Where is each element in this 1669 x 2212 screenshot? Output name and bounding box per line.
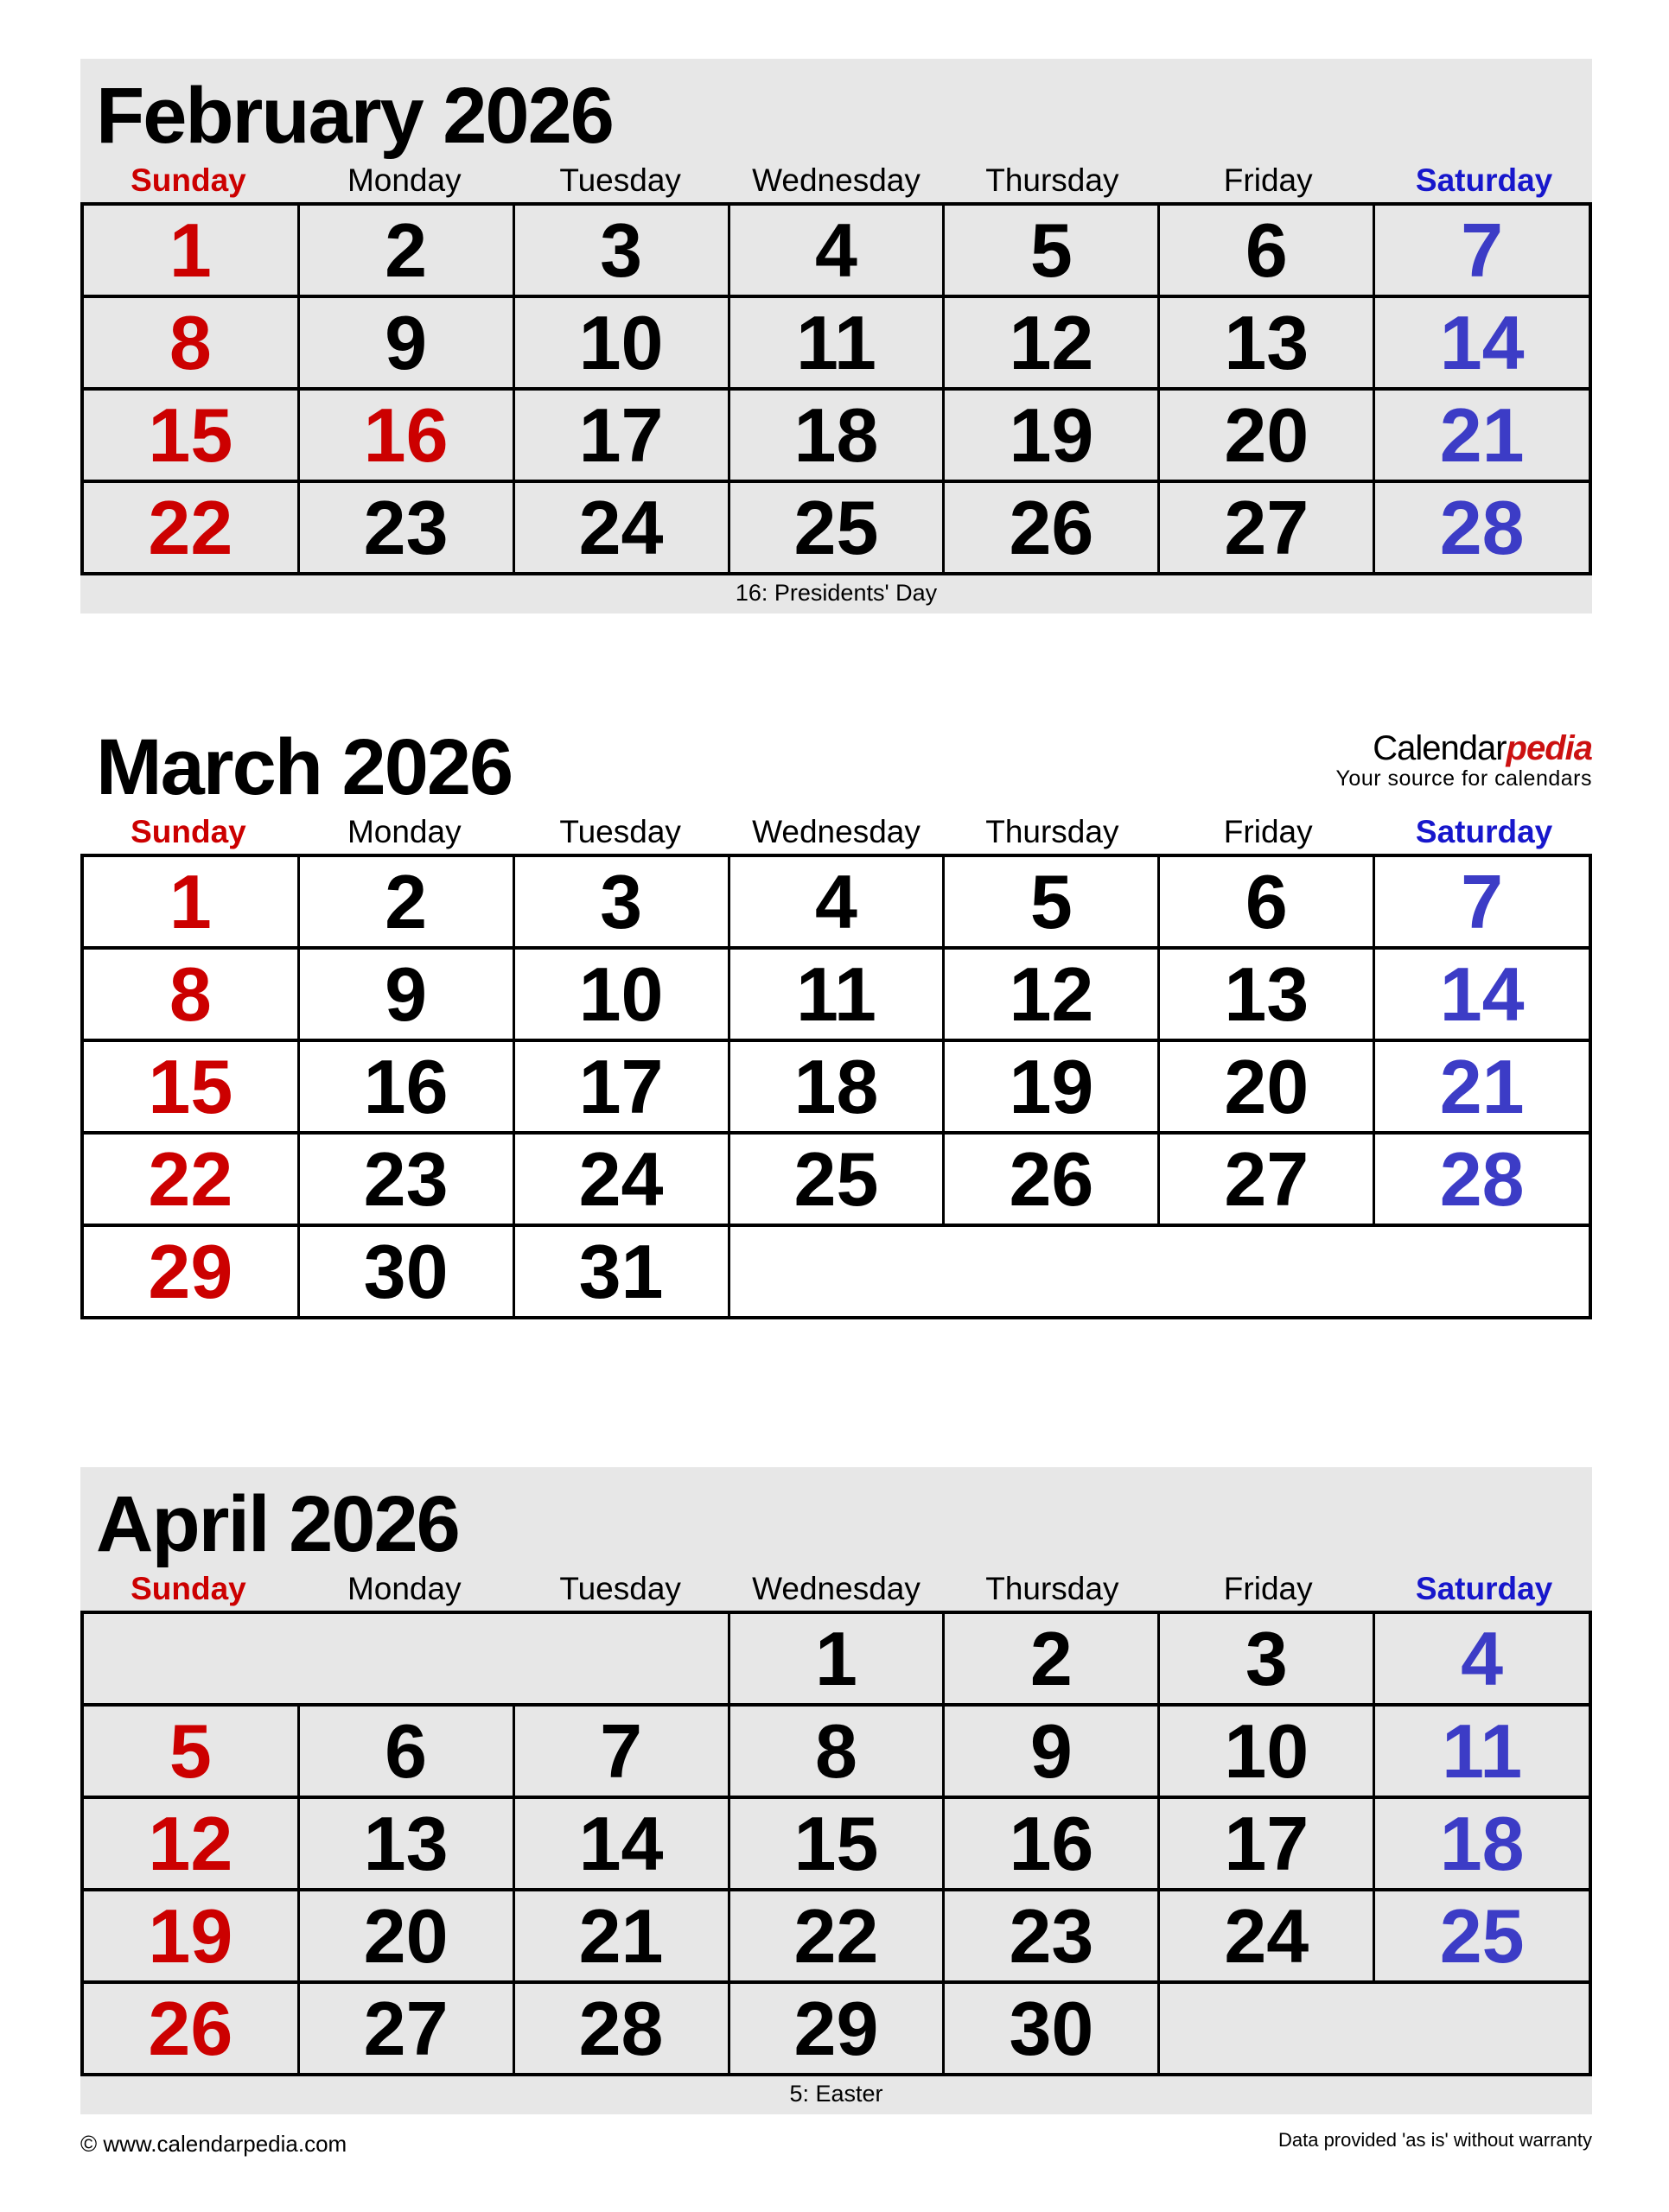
day-cell-6: 6 <box>1159 204 1374 296</box>
day-header-row <box>80 814 1592 854</box>
day-cell-24: 24 <box>513 481 729 574</box>
day-cell-12: 12 <box>944 948 1159 1040</box>
day-header-saturday: Saturday <box>1415 814 1553 849</box>
week-row <box>82 855 1590 948</box>
day-header-row <box>80 1571 1592 1611</box>
day-cell-12: 12 <box>944 296 1159 389</box>
day-cell-20: 20 <box>1159 389 1374 481</box>
day-cell-25: 25 <box>729 481 944 574</box>
day-cell-14: 14 <box>513 1797 729 1890</box>
day-cell-7: 7 <box>1374 204 1590 296</box>
day-header-sunday: Sunday <box>131 1571 246 1606</box>
day-cell-18: 18 <box>1374 1797 1590 1890</box>
day-header-saturday: Saturday <box>1415 162 1553 198</box>
empty-cell <box>1159 1982 1590 2075</box>
week-row <box>82 389 1590 481</box>
day-cell-30: 30 <box>944 1982 1159 2075</box>
day-header-tuesday: Tuesday <box>559 814 681 849</box>
day-cell-21: 21 <box>1374 1040 1590 1133</box>
calendar-grid-march <box>80 854 1592 1319</box>
day-header-thursday: Thursday <box>985 1571 1119 1606</box>
week-row <box>82 1797 1590 1890</box>
day-cell-23: 23 <box>944 1890 1159 1982</box>
holiday-footnote-april: 5: Easter <box>789 2081 883 2107</box>
day-cell-5: 5 <box>82 1705 298 1797</box>
day-cell-17: 17 <box>1159 1797 1374 1890</box>
day-cell-7: 7 <box>1374 855 1590 948</box>
day-cell-18: 18 <box>729 1040 944 1133</box>
day-cell-14: 14 <box>1374 296 1590 389</box>
day-cell-28: 28 <box>513 1982 729 2075</box>
month-block-february-2026 <box>80 59 1592 613</box>
day-header-monday: Monday <box>347 1571 462 1606</box>
day-header-monday: Monday <box>347 814 462 849</box>
day-header-thursday: Thursday <box>985 162 1119 198</box>
calendar-grid-april <box>80 1611 1592 2076</box>
week-row <box>82 481 1590 574</box>
day-cell-8: 8 <box>729 1705 944 1797</box>
day-cell-5: 5 <box>944 204 1159 296</box>
day-cell-20: 20 <box>1159 1040 1374 1133</box>
day-header-sunday: Sunday <box>131 162 246 198</box>
week-row <box>82 1705 1590 1797</box>
day-cell-13: 13 <box>298 1797 513 1890</box>
day-cell-14: 14 <box>1374 948 1590 1040</box>
day-cell-9: 9 <box>944 1705 1159 1797</box>
day-cell-11: 11 <box>729 296 944 389</box>
day-cell-19: 19 <box>82 1890 298 1982</box>
day-cell-15: 15 <box>82 389 298 481</box>
day-cell-22: 22 <box>729 1890 944 1982</box>
month-title-february: February 2026 <box>96 72 613 160</box>
day-cell-23: 23 <box>298 1133 513 1225</box>
day-header-friday: Friday <box>1223 162 1313 198</box>
day-cell-26: 26 <box>82 1982 298 2075</box>
day-cell-13: 13 <box>1159 948 1374 1040</box>
day-header-wednesday: Wednesday <box>752 1571 920 1606</box>
logo-text-black: Calendar <box>1373 729 1507 767</box>
day-cell-28: 28 <box>1374 481 1590 574</box>
day-cell-3: 3 <box>513 855 729 948</box>
day-cell-23: 23 <box>298 481 513 574</box>
day-cell-8: 8 <box>82 948 298 1040</box>
day-cell-19: 19 <box>944 389 1159 481</box>
day-cell-16: 16 <box>298 1040 513 1133</box>
day-cell-4: 4 <box>1374 1612 1590 1705</box>
day-cell-16: 16 <box>298 389 513 481</box>
day-cell-10: 10 <box>1159 1705 1374 1797</box>
day-cell-16: 16 <box>944 1797 1159 1890</box>
day-header-thursday: Thursday <box>985 814 1119 849</box>
day-cell-11: 11 <box>729 948 944 1040</box>
day-cell-9: 9 <box>298 296 513 389</box>
week-row <box>82 204 1590 296</box>
day-header-friday: Friday <box>1223 1571 1313 1606</box>
empty-cell <box>82 1612 729 1705</box>
day-cell-3: 3 <box>513 204 729 296</box>
day-header-tuesday: Tuesday <box>559 1571 681 1606</box>
day-cell-15: 15 <box>729 1797 944 1890</box>
day-cell-17: 17 <box>513 389 729 481</box>
week-row <box>82 1890 1590 1982</box>
day-header-friday: Friday <box>1223 814 1313 849</box>
day-cell-4: 4 <box>729 855 944 948</box>
day-cell-25: 25 <box>729 1133 944 1225</box>
day-cell-11: 11 <box>1374 1705 1590 1797</box>
day-cell-1: 1 <box>82 204 298 296</box>
calendar-grid-february <box>80 202 1592 575</box>
day-cell-24: 24 <box>513 1133 729 1225</box>
day-cell-1: 1 <box>729 1612 944 1705</box>
day-cell-15: 15 <box>82 1040 298 1133</box>
day-cell-12: 12 <box>82 1797 298 1890</box>
day-cell-4: 4 <box>729 204 944 296</box>
day-header-row <box>80 162 1592 202</box>
day-cell-30: 30 <box>298 1225 513 1318</box>
day-cell-22: 22 <box>82 1133 298 1225</box>
logo-wordmark <box>1336 731 1592 766</box>
day-header-monday: Monday <box>347 162 462 198</box>
day-cell-17: 17 <box>513 1040 729 1133</box>
day-cell-10: 10 <box>513 296 729 389</box>
day-cell-27: 27 <box>1159 481 1374 574</box>
day-cell-26: 26 <box>944 481 1159 574</box>
month-block-april-2026 <box>80 1467 1592 2114</box>
calendarpedia-logo <box>1336 731 1592 790</box>
day-cell-2: 2 <box>298 855 513 948</box>
day-cell-27: 27 <box>1159 1133 1374 1225</box>
month-title-march: March 2026 <box>96 723 513 811</box>
day-cell-26: 26 <box>944 1133 1159 1225</box>
day-cell-27: 27 <box>298 1982 513 2075</box>
day-cell-5: 5 <box>944 855 1159 948</box>
day-cell-20: 20 <box>298 1890 513 1982</box>
day-header-wednesday: Wednesday <box>752 814 920 849</box>
week-row <box>82 1225 1590 1318</box>
day-cell-6: 6 <box>1159 855 1374 948</box>
week-row <box>82 1982 1590 2075</box>
month-block-march-2026 <box>80 710 1592 1319</box>
week-row <box>82 1040 1590 1133</box>
day-cell-3: 3 <box>1159 1612 1374 1705</box>
day-cell-29: 29 <box>729 1982 944 2075</box>
day-cell-24: 24 <box>1159 1890 1374 1982</box>
day-cell-31: 31 <box>513 1225 729 1318</box>
footer-disclaimer: Data provided 'as is' without warranty <box>1277 2129 1592 2151</box>
empty-cell <box>729 1225 1590 1318</box>
day-cell-8: 8 <box>82 296 298 389</box>
week-row <box>82 1612 1590 1705</box>
day-header-saturday: Saturday <box>1415 1571 1553 1606</box>
day-cell-18: 18 <box>729 389 944 481</box>
day-cell-29: 29 <box>82 1225 298 1318</box>
day-cell-1: 1 <box>82 855 298 948</box>
day-cell-7: 7 <box>513 1705 729 1797</box>
day-cell-9: 9 <box>298 948 513 1040</box>
day-cell-28: 28 <box>1374 1133 1590 1225</box>
week-row <box>82 1133 1590 1225</box>
logo-text-red: pedia <box>1506 729 1592 767</box>
day-cell-2: 2 <box>944 1612 1159 1705</box>
day-cell-25: 25 <box>1374 1890 1590 1982</box>
day-cell-13: 13 <box>1159 296 1374 389</box>
day-cell-21: 21 <box>1374 389 1590 481</box>
day-cell-19: 19 <box>944 1040 1159 1133</box>
day-header-wednesday: Wednesday <box>752 162 920 198</box>
day-cell-10: 10 <box>513 948 729 1040</box>
week-row <box>82 948 1590 1040</box>
day-cell-21: 21 <box>513 1890 729 1982</box>
day-cell-6: 6 <box>298 1705 513 1797</box>
day-header-tuesday: Tuesday <box>559 162 681 198</box>
holiday-footnote-february: 16: Presidents' Day <box>735 580 938 606</box>
footer-copyright: © www.calendarpedia.com <box>80 2131 347 2157</box>
day-cell-2: 2 <box>298 204 513 296</box>
month-title-april: April 2026 <box>96 1480 459 1568</box>
day-cell-22: 22 <box>82 481 298 574</box>
logo-tagline: Your source for calendars <box>1335 766 1592 791</box>
week-row <box>82 296 1590 389</box>
day-header-sunday: Sunday <box>131 814 246 849</box>
